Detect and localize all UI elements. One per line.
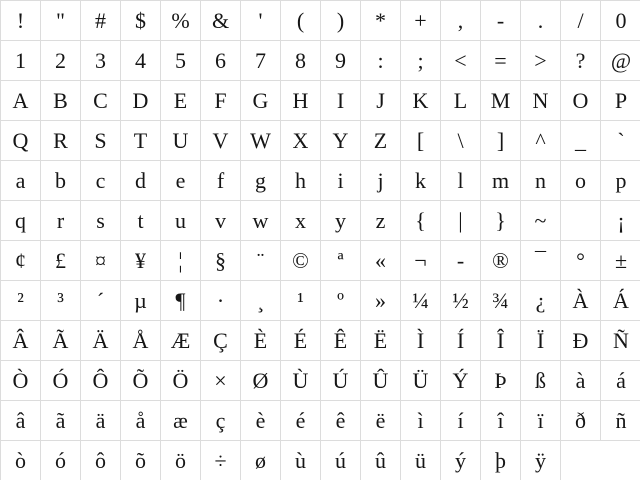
glyph-cell[interactable]: ?	[561, 41, 601, 81]
glyph-cell[interactable]: l	[441, 161, 481, 201]
glyph-cell[interactable]: 9	[321, 41, 361, 81]
glyph-cell[interactable]: 2	[41, 41, 81, 81]
glyph-cell[interactable]: ]	[481, 121, 521, 161]
glyph-cell[interactable]: Q	[1, 121, 41, 161]
glyph-cell[interactable]: Å	[121, 321, 161, 361]
glyph-cell[interactable]: ¨	[241, 241, 281, 281]
glyph-cell[interactable]: G	[241, 81, 281, 121]
glyph-cell[interactable]: á	[601, 361, 640, 401]
glyph-cell[interactable]: Ì	[401, 321, 441, 361]
glyph-cell[interactable]: |	[441, 201, 481, 241]
glyph-cell[interactable]: "	[41, 1, 81, 41]
glyph-cell[interactable]: J	[361, 81, 401, 121]
glyph-cell[interactable]: W	[241, 121, 281, 161]
glyph-cell[interactable]: å	[121, 401, 161, 441]
glyph-cell[interactable]: [	[401, 121, 441, 161]
glyph-cell[interactable]: `	[601, 121, 640, 161]
glyph-cell[interactable]: k	[401, 161, 441, 201]
glyph-cell[interactable]: u	[161, 201, 201, 241]
glyph-cell[interactable]: ê	[321, 401, 361, 441]
glyph-cell[interactable]: -	[441, 241, 481, 281]
glyph-cell[interactable]: /	[561, 1, 601, 41]
glyph-cell[interactable]: *	[361, 1, 401, 41]
glyph-cell[interactable]: µ	[121, 281, 161, 321]
glyph-cell[interactable]: 6	[201, 41, 241, 81]
glyph-cell[interactable]: »	[361, 281, 401, 321]
glyph-cell[interactable]: S	[81, 121, 121, 161]
glyph-cell[interactable]: (	[281, 1, 321, 41]
glyph-cell[interactable]: Ù	[281, 361, 321, 401]
glyph-cell[interactable]: o	[561, 161, 601, 201]
glyph-cell[interactable]: _	[561, 121, 601, 161]
glyph-cell[interactable]: è	[241, 401, 281, 441]
glyph-cell[interactable]: 7	[241, 41, 281, 81]
glyph-cell[interactable]: !	[1, 1, 41, 41]
empty-cell	[601, 441, 640, 480]
glyph-cell[interactable]: ¸	[241, 281, 281, 321]
glyph-cell[interactable]: Ü	[401, 361, 441, 401]
glyph-cell[interactable]: <	[441, 41, 481, 81]
glyph-cell[interactable]: ©	[281, 241, 321, 281]
glyph-cell[interactable]: ü	[401, 441, 441, 480]
glyph-cell[interactable]: ¾	[481, 281, 521, 321]
glyph-cell[interactable]: z	[361, 201, 401, 241]
glyph-cell[interactable]: Ï	[521, 321, 561, 361]
glyph-cell[interactable]: Ã	[41, 321, 81, 361]
glyph-cell[interactable]: v	[201, 201, 241, 241]
glyph-cell[interactable]: ú	[321, 441, 361, 480]
glyph-cell[interactable]: D	[121, 81, 161, 121]
glyph-cell[interactable]: ,	[441, 1, 481, 41]
glyph-cell[interactable]: $	[121, 1, 161, 41]
glyph-cell[interactable]: Â	[1, 321, 41, 361]
glyph-cell[interactable]: P	[601, 81, 640, 121]
glyph-cell[interactable]: t	[121, 201, 161, 241]
glyph-cell[interactable]: ¤	[81, 241, 121, 281]
glyph-cell[interactable]: }	[481, 201, 521, 241]
glyph-cell[interactable]: i	[321, 161, 361, 201]
glyph-cell[interactable]: a	[1, 161, 41, 201]
glyph-cell[interactable]: ª	[321, 241, 361, 281]
glyph-cell[interactable]: ^	[521, 121, 561, 161]
glyph-cell[interactable]: º	[321, 281, 361, 321]
glyph-cell[interactable]: ÿ	[521, 441, 561, 480]
glyph-cell[interactable]: Î	[481, 321, 521, 361]
glyph-cell[interactable]: Õ	[121, 361, 161, 401]
glyph-cell[interactable]: q	[1, 201, 41, 241]
glyph-cell[interactable]: ø	[241, 441, 281, 480]
glyph-cell[interactable]: ó	[41, 441, 81, 480]
glyph-cell[interactable]: ¼	[401, 281, 441, 321]
glyph-cell[interactable]: ã	[41, 401, 81, 441]
glyph-cell[interactable]: Ò	[1, 361, 41, 401]
glyph-cell[interactable]: r	[41, 201, 81, 241]
glyph-cell[interactable]: n	[521, 161, 561, 201]
glyph-cell[interactable]: Í	[441, 321, 481, 361]
glyph-cell[interactable]: §	[201, 241, 241, 281]
glyph-cell[interactable]: x	[281, 201, 321, 241]
glyph-cell[interactable]: í	[441, 401, 481, 441]
glyph-cell[interactable]: X	[281, 121, 321, 161]
glyph-cell[interactable]: ½	[441, 281, 481, 321]
glyph-cell[interactable]: ¶	[161, 281, 201, 321]
glyph-cell[interactable]: ÷	[201, 441, 241, 480]
glyph-cell[interactable]: «	[361, 241, 401, 281]
glyph-cell[interactable]: Ê	[321, 321, 361, 361]
glyph-cell[interactable]: Y	[321, 121, 361, 161]
glyph-cell[interactable]: Ç	[201, 321, 241, 361]
glyph-cell[interactable]: e	[161, 161, 201, 201]
glyph-cell[interactable]: y	[321, 201, 361, 241]
glyph-cell[interactable]: Á	[601, 281, 640, 321]
glyph-cell[interactable]: É	[281, 321, 321, 361]
glyph-cell[interactable]: ò	[1, 441, 41, 480]
glyph-cell[interactable]: Ñ	[601, 321, 640, 361]
glyph-cell[interactable]: 1	[1, 41, 41, 81]
glyph-cell[interactable]: j	[361, 161, 401, 201]
glyph-cell[interactable]: ë	[361, 401, 401, 441]
glyph-cell[interactable]: ¿	[521, 281, 561, 321]
glyph-cell[interactable]: w	[241, 201, 281, 241]
glyph-cell[interactable]: ·	[201, 281, 241, 321]
glyph-cell[interactable]: ¹	[281, 281, 321, 321]
glyph-cell[interactable]: ´	[81, 281, 121, 321]
glyph-cell[interactable]: Ó	[41, 361, 81, 401]
glyph-cell[interactable]: Þ	[481, 361, 521, 401]
glyph-cell[interactable]: U	[161, 121, 201, 161]
empty-cell	[561, 201, 601, 241]
glyph-cell[interactable]: h	[281, 161, 321, 201]
glyph-cell[interactable]: ì	[401, 401, 441, 441]
empty-cell	[561, 441, 601, 480]
glyph-cell[interactable]: Ø	[241, 361, 281, 401]
glyph-cell[interactable]: Û	[361, 361, 401, 401]
glyph-cell[interactable]: R	[41, 121, 81, 161]
glyph-cell[interactable]: ¦	[161, 241, 201, 281]
glyph-cell[interactable]: ô	[81, 441, 121, 480]
glyph-cell[interactable]: g	[241, 161, 281, 201]
glyph-cell[interactable]: é	[281, 401, 321, 441]
glyph-cell[interactable]: ×	[201, 361, 241, 401]
glyph-cell[interactable]: m	[481, 161, 521, 201]
glyph-cell[interactable]: Ð	[561, 321, 601, 361]
glyph-cell[interactable]: Ú	[321, 361, 361, 401]
glyph-cell[interactable]: î	[481, 401, 521, 441]
glyph-cell[interactable]: 0	[601, 1, 640, 41]
glyph-cell[interactable]: ¯	[521, 241, 561, 281]
glyph-cell[interactable]: ³	[41, 281, 81, 321]
glyph-cell[interactable]: È	[241, 321, 281, 361]
glyph-cell[interactable]: ¢	[1, 241, 41, 281]
glyph-cell[interactable]: {	[401, 201, 441, 241]
glyph-cell[interactable]: C	[81, 81, 121, 121]
glyph-cell[interactable]: A	[1, 81, 41, 121]
glyph-cell[interactable]: ä	[81, 401, 121, 441]
glyph-cell[interactable]: ñ	[601, 401, 640, 441]
glyph-cell[interactable]: E	[161, 81, 201, 121]
glyph-cell[interactable]: æ	[161, 401, 201, 441]
glyph-cell[interactable]: .	[521, 1, 561, 41]
glyph-cell[interactable]: 4	[121, 41, 161, 81]
glyph-cell[interactable]: N	[521, 81, 561, 121]
glyph-cell[interactable]: à	[561, 361, 601, 401]
glyph-cell[interactable]: Æ	[161, 321, 201, 361]
glyph-cell[interactable]: s	[81, 201, 121, 241]
glyph-cell[interactable]: >	[521, 41, 561, 81]
glyph-cell[interactable]: c	[81, 161, 121, 201]
glyph-cell[interactable]: Ö	[161, 361, 201, 401]
glyph-cell[interactable]: T	[121, 121, 161, 161]
glyph-cell[interactable]: :	[361, 41, 401, 81]
glyph-cell[interactable]: %	[161, 1, 201, 41]
glyph-cell[interactable]: ð	[561, 401, 601, 441]
glyph-cell[interactable]: 8	[281, 41, 321, 81]
glyph-cell[interactable]: ²	[1, 281, 41, 321]
glyph-cell[interactable]: d	[121, 161, 161, 201]
glyph-cell[interactable]: F	[201, 81, 241, 121]
glyph-cell[interactable]: þ	[481, 441, 521, 480]
glyph-cell[interactable]: -	[481, 1, 521, 41]
glyph-cell[interactable]: Ý	[441, 361, 481, 401]
glyph-cell[interactable]: ±	[601, 241, 640, 281]
glyph-cell[interactable]: L	[441, 81, 481, 121]
glyph-cell[interactable]: ®	[481, 241, 521, 281]
glyph-cell[interactable]: @	[601, 41, 640, 81]
glyph-cell[interactable]: ß	[521, 361, 561, 401]
glyph-cell[interactable]: ~	[521, 201, 561, 241]
glyph-cell[interactable]: p	[601, 161, 640, 201]
glyph-cell[interactable]: ý	[441, 441, 481, 480]
glyph-cell[interactable]: f	[201, 161, 241, 201]
glyph-cell[interactable]: Ë	[361, 321, 401, 361]
glyph-cell[interactable]: À	[561, 281, 601, 321]
glyph-cell[interactable]: °	[561, 241, 601, 281]
glyph-cell[interactable]: û	[361, 441, 401, 480]
glyph-cell[interactable]: ¥	[121, 241, 161, 281]
glyph-cell[interactable]: =	[481, 41, 521, 81]
glyph-cell[interactable]: ö	[161, 441, 201, 480]
glyph-cell[interactable]: H	[281, 81, 321, 121]
glyph-cell[interactable]: ¡	[601, 201, 640, 241]
glyph-cell[interactable]: â	[1, 401, 41, 441]
glyph-cell[interactable]: ù	[281, 441, 321, 480]
glyph-cell[interactable]: ï	[521, 401, 561, 441]
glyph-cell[interactable]: \	[441, 121, 481, 161]
glyph-cell[interactable]: '	[241, 1, 281, 41]
glyph-cell[interactable]: ç	[201, 401, 241, 441]
glyph-cell[interactable]: )	[321, 1, 361, 41]
glyph-cell[interactable]: £	[41, 241, 81, 281]
glyph-cell[interactable]: K	[401, 81, 441, 121]
glyph-cell[interactable]: Ô	[81, 361, 121, 401]
glyph-cell[interactable]: &	[201, 1, 241, 41]
glyph-cell[interactable]: I	[321, 81, 361, 121]
glyph-cell[interactable]: #	[81, 1, 121, 41]
glyph-cell[interactable]: V	[201, 121, 241, 161]
glyph-cell[interactable]: 3	[81, 41, 121, 81]
glyph-cell[interactable]: O	[561, 81, 601, 121]
glyph-cell[interactable]: ;	[401, 41, 441, 81]
glyph-cell[interactable]: B	[41, 81, 81, 121]
glyph-cell[interactable]: ¬	[401, 241, 441, 281]
glyph-cell[interactable]: Z	[361, 121, 401, 161]
glyph-cell[interactable]: 5	[161, 41, 201, 81]
glyph-cell[interactable]: õ	[121, 441, 161, 480]
glyph-cell[interactable]: Ä	[81, 321, 121, 361]
glyph-cell[interactable]: M	[481, 81, 521, 121]
glyph-cell[interactable]: +	[401, 1, 441, 41]
glyph-cell[interactable]: b	[41, 161, 81, 201]
